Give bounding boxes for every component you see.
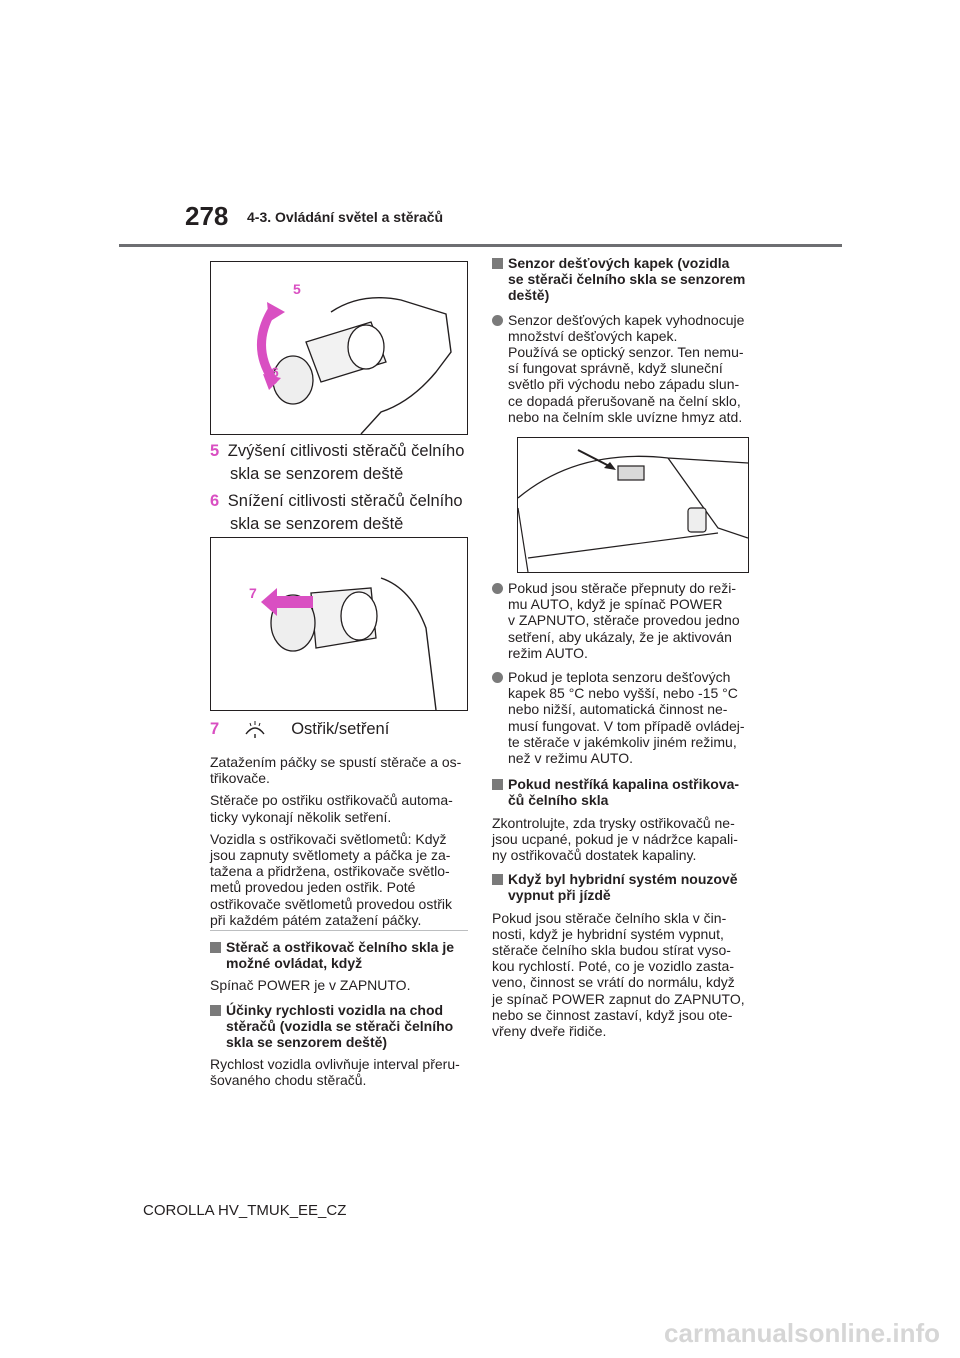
note-body: Pokud jsou stěrače čelního skla v čin- nosti, když je hybridní systém vypnut, stěrače čelního skla budou stírat vyso- kou rychlostí. Poté, co je vozidlo zasta- veno, činnost se vrátí do normálu, když je spínač POWER zapnut do ZAPNUTO, nebo se činnost zastaví, když jsou ote- vřeny dveře řidiče. [492,909,745,1040]
note-title: Účinky rychlosti vozidla na chod stěračů (vozidla se stěrači čelního skla se senzorem deště) [226,1001,454,1051]
divider [210,930,468,931]
note-body: Rychlost vozidla ovlivňuje interval přeru- šovaného chodu stěračů. [210,1056,460,1089]
item-text: Ostřik/setření [291,720,390,738]
item-text: Snížení citlivosti stěračů čelního [227,492,463,510]
note-heading [210,939,468,971]
round-bullet-icon [492,315,503,326]
note-heading [210,1002,468,1051]
square-bullet-icon [492,258,503,269]
bullet-item [492,580,750,661]
sensitivity-list [210,440,468,536]
item-text: skla se senzorem deště [230,465,404,483]
page-number: 278 [185,201,229,231]
left-paragraphs [210,754,468,934]
figure-label-6: 6 [271,364,279,380]
paragraph: Zatažením páčky se spustí stěrače a os- třikovače. [210,754,462,787]
item-number: 5 [210,442,220,460]
round-bullet-icon [492,583,503,594]
note-heading [492,871,750,903]
note-heading [492,255,750,304]
note-body: Zkontrolujte, zda trysky ostřikovačů ne- jsou ucpané, pokud je v nádržce kapali- ny ostřikovačů dostatek kapaliny. [492,814,738,864]
item-number: 7 [210,720,220,738]
figure-sensitivity-dial [210,261,468,435]
item-text: Zvýšení citlivosti stěračů čelního [227,442,465,460]
bullet-text: Pokud jsou stěrače přepnuty do reži- mu AUTO, když je spínač POWER v ZAPNUTO, stěrače provedou jedno setření, aby ukázaly, že je aktivován režim AUTO. [508,580,740,661]
lever-pull-illustration [211,538,467,710]
item-7 [210,718,468,741]
square-bullet-icon [492,874,503,885]
lever-dial-illustration [211,262,467,434]
item-number: 6 [210,492,220,510]
note-title: Když byl hybridní systém nouzově vypnut při jízdě [508,871,738,904]
note-title: Pokud nestříká kapalina ostřikova- čů čelního skla [508,776,740,809]
square-bullet-icon [492,779,503,790]
washer-icon [243,720,267,740]
footer-doc-code: COROLLA HV_TMUK_EE_CZ [143,1202,347,1219]
item-6 [210,490,468,536]
figure-label-7: 7 [249,585,257,601]
square-bullet-icon [210,1005,221,1016]
figure-washer-pull [210,537,468,711]
bullet-item [492,669,750,766]
item-5 [210,440,468,486]
note-heading [492,776,750,808]
left-notes [210,939,468,1095]
windshield-illustration [518,438,748,572]
note-title: Stěrač a ostřikovač čelního skla je možné ovládat, když [226,939,455,972]
bullet-item [492,312,750,425]
figure-label-5: 5 [293,281,301,297]
paragraph: Vozidla s ostřikovači světlometů: Když jsou zapnuty světlomety a páčka je za- tažena a přidržena, ostřikovače světlo- metů provedou jeden ostřik. Poté ostřikovače světlometů provedou ostřik při každém pátém zatažení páčky. [210,830,452,928]
round-bullet-icon [492,672,503,683]
paragraph: Stěrače po ostřiku ostřikovačů automa- ticky vykonají několik setření. [210,792,453,825]
figure-windshield-sensor [517,437,749,573]
section-title: 4-3. Ovládání světel a stěračů [247,209,444,225]
bullet-text: Pokud je teplota senzoru dešťových kapek 85 °C nebo vyšší, nebo -15 °C nebo nižší, automatická činnost ne- musí fungovat. V tom případě ovládej- te stěrače v jakémkoliv jiném režimu, než v režimu AUTO. [508,669,745,767]
note-title: Senzor dešťových kapek (vozidla se stěrači čelního skla se senzorem deště) [508,255,746,304]
header-rule [119,244,842,247]
watermark: carmanualsonline.info [664,1318,940,1348]
square-bullet-icon [210,942,221,953]
right-top [492,255,750,425]
note-body: Spínač POWER je v ZAPNUTO. [210,977,411,994]
right-middle [492,580,750,1045]
bullet-text: Senzor dešťových kapek vyhodnocuje množství dešťových kapek. Používá se optický senzor. Ten nemu- sí fungovat správně, když sluneční světlo při východu nebo západu slun- ce dopadá přerušovaně na čelní sklo, nebo na čelním skle uvízne hmyz atd. [508,311,745,425]
item-text: skla se senzorem deště [230,515,404,533]
